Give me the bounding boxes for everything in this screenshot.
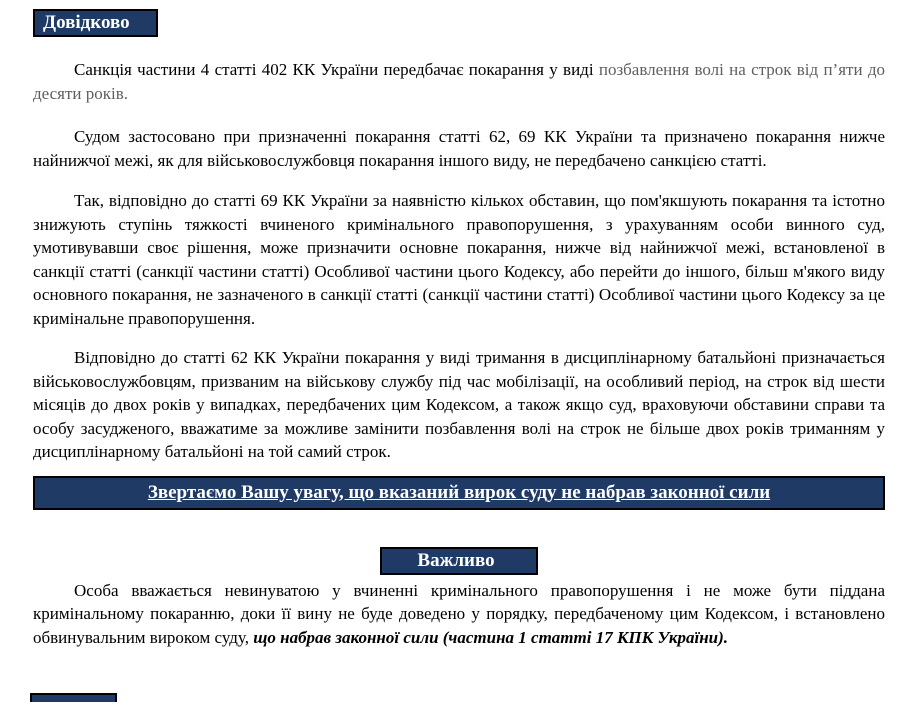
paragraph-presumption-emphasis: що набрав законної сили (частина 1 статті 17 КПК України).: [253, 627, 729, 647]
next-section-badge-partial: [30, 693, 117, 702]
paragraph-court-applied: Судом застосовано при призначенні покарання статті 62, 69 КК України та призначено покарання нижче найнижчої межі, як для військовослужбовця покарання іншого виду, не передбачено санкцією статті.: [33, 127, 885, 170]
important-badge-row: [33, 547, 885, 575]
paragraph-article-62: Відповідно до статті 62 КК України покарання у виді тримання в дисциплінарному батальйоні призначається військовослужбовцям, призваним на військову службу під час мобілізації, на особливий період, на строк від шести місяців до двох років у випадках, передбачених цим Кодексом, а також якщо суд, враховуючи обставини справи та особу засудженого, вважатиме за можливе замінити позбавлення волі на строк не більше двох років триманням у дисциплінарному батальйоні на той самий строк.: [33, 348, 885, 461]
notice-banner-text: Звертаємо Вашу увагу, що вказаний вирок суду не набрав законної сили: [147, 481, 771, 503]
notice-banner: [33, 476, 885, 510]
paragraph-sanction-term: позбавлення волі на строк від п’яти до десяти років.: [33, 60, 885, 103]
paragraph-presumption-main: Особа вважається невинуватою у вчиненні кримінального правопорушення і не може бути піддана кримінальному покаранню, доки її вину не буде доведено у порядку, передбаченому цим Кодексом, і встановлено обвинувальним вироком суду,: [33, 580, 885, 647]
paragraph-sanction-main: Санкція частини 4 статті 402 КК України передбачає покарання у виді: [74, 60, 599, 79]
paragraph-sanction: [33, 58, 885, 105]
important-badge: Важливо: [380, 547, 537, 575]
reference-badge: Довідково: [33, 9, 158, 37]
paragraph-article-69: Так, відповідно до статті 69 КК України за наявністю кількох обставин, що пом'якшують покарання та істотно знижують ступінь тяжкості вчиненого кримінального правопорушення, з урахуванням особи винного суд, умотивувавши своє рішення, може призначити основне покарання, нижче від найнижчої межі, встановленої в санкції статті (санкції частини статті) Особливої частини цього Кодексу, або перейти до іншого, більш м'якого виду основного покарання, не зазначеного в санкції статті (санкції частини статті) Особливої частини цього Кодексу за це кримінальне правопорушення.: [33, 191, 885, 328]
paragraph-presumption: [33, 579, 885, 650]
